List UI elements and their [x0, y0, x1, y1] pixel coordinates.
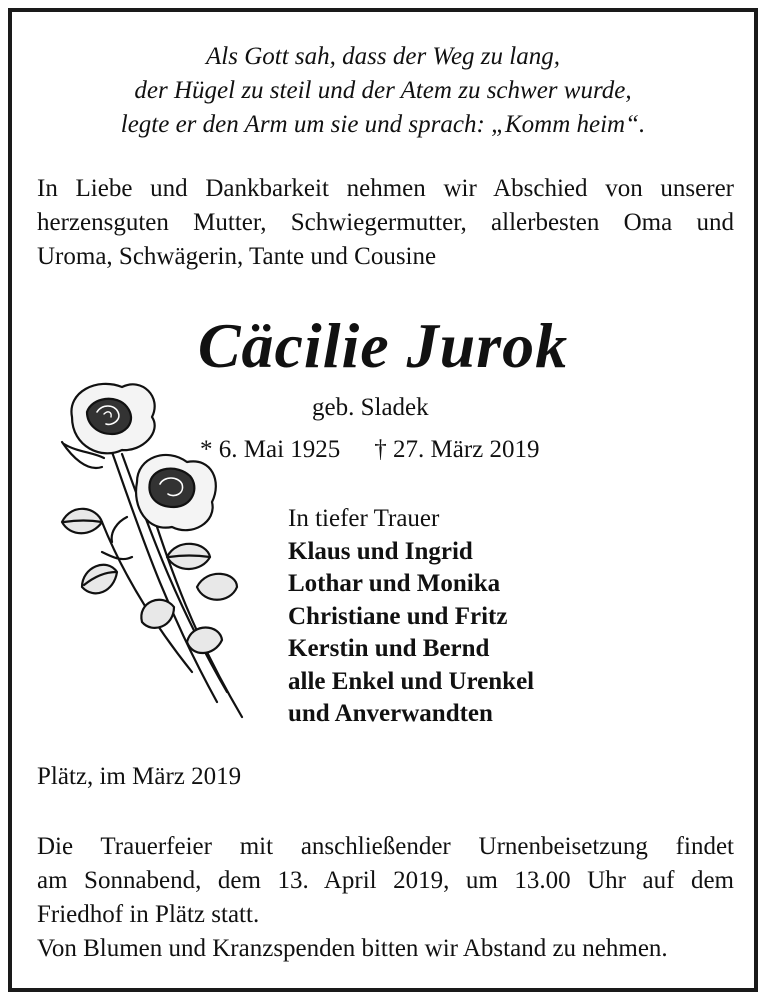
poem-line: der Hügel zu steil und der Atem zu schwer wurde,	[134, 77, 632, 104]
mourner-name: alle Enkel und Urenkel	[288, 667, 535, 695]
poem-line: legte er den Arm um sie und sprach: „Komm heim“.	[120, 111, 646, 138]
mourner-name: Christiane und Fritz	[288, 602, 508, 630]
intro-text	[37, 172, 734, 274]
funeral-note: Von Blumen und Kranzspenden bitten wir Abstand zu nehmen.	[37, 935, 668, 962]
poem	[12, 40, 754, 142]
mourners-heading: In tiefer Trauer	[288, 505, 440, 532]
intro-line: herzensguten Mutter, Schwiegermutter, allerbesten Oma und	[37, 209, 734, 236]
intro-line: Uroma, Schwägerin, Tante und Cousine	[37, 243, 437, 270]
rose-icon	[42, 372, 262, 732]
funeral-line: Die Trauerfeier mit anschließender Urnenbeisetzung findet	[37, 833, 734, 860]
funeral-line: am Sonnabend, dem 13. April 2019, um 13.00 Uhr auf dem	[37, 867, 734, 894]
death-date: † 27. März 2019	[374, 436, 540, 463]
funeral-line: Friedhof in Plätz statt.	[37, 901, 260, 928]
mourners-block	[288, 503, 534, 731]
obituary-frame	[8, 8, 758, 992]
place-date: Plätz, im März 2019	[37, 763, 242, 790]
mourner-name: und Anverwandten	[288, 700, 493, 727]
maiden-name: geb. Sladek	[312, 394, 429, 421]
mourner-name: Kerstin und Bernd	[288, 635, 490, 662]
birth-date: * 6. Mai 1925	[200, 436, 341, 463]
intro-line: In Liebe und Dankbarkeit nehmen wir Abschied von unserer	[37, 175, 734, 202]
funeral-info	[37, 830, 734, 966]
deceased-name: Cäcilie Jurok	[197, 310, 569, 381]
mourner-name: Lothar und Monika	[288, 570, 501, 597]
poem-line: Als Gott sah, dass der Weg zu lang,	[206, 43, 560, 70]
mourner-name: Klaus und Ingrid	[288, 537, 473, 565]
